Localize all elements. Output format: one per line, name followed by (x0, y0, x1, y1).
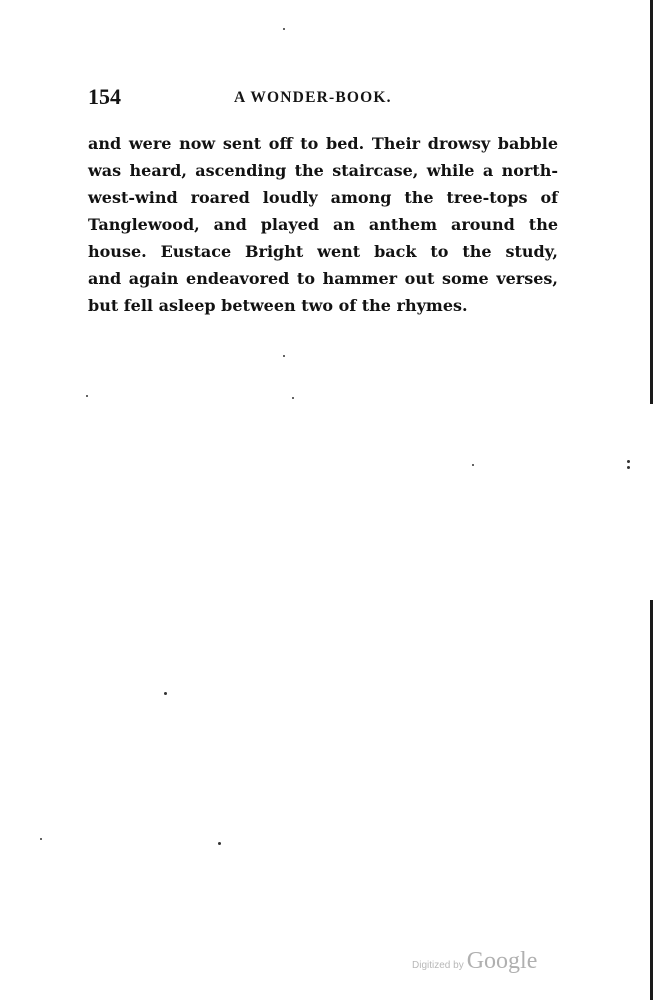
text-line: was heard, ascending the staircase, while a north- (88, 161, 558, 180)
running-head: A WONDER-BOOK. (234, 89, 392, 106)
scan-speck (40, 838, 42, 840)
scan-speck (627, 460, 630, 463)
scan-speck (283, 355, 285, 357)
digitized-watermark (412, 948, 537, 978)
scan-speck (292, 397, 294, 399)
text-line: Tanglewood, and played an anthem around the (88, 215, 558, 234)
text-line: and were now sent off to bed. Their drowsy babble (88, 134, 558, 153)
text-line: west-wind roared loudly among the tree-tops of (88, 188, 558, 207)
text-line: and again endeavored to hammer out some verses, (88, 269, 558, 288)
google-logo: Google (466, 948, 538, 974)
scan-speck (86, 395, 88, 397)
page-header (88, 84, 560, 110)
text-line: house. Eustace Bright went back to the study, (88, 242, 558, 261)
page-number: 154 (88, 84, 121, 109)
scan-speck (283, 28, 285, 30)
watermark-prefix: Digitized by (412, 960, 464, 971)
scan-speck (627, 466, 630, 469)
scan-speck (472, 464, 474, 466)
body-paragraph (88, 130, 558, 319)
scan-speck (218, 842, 221, 845)
text-line: but fell asleep between two of the rhymes. (88, 296, 468, 315)
scan-speck (164, 692, 167, 695)
